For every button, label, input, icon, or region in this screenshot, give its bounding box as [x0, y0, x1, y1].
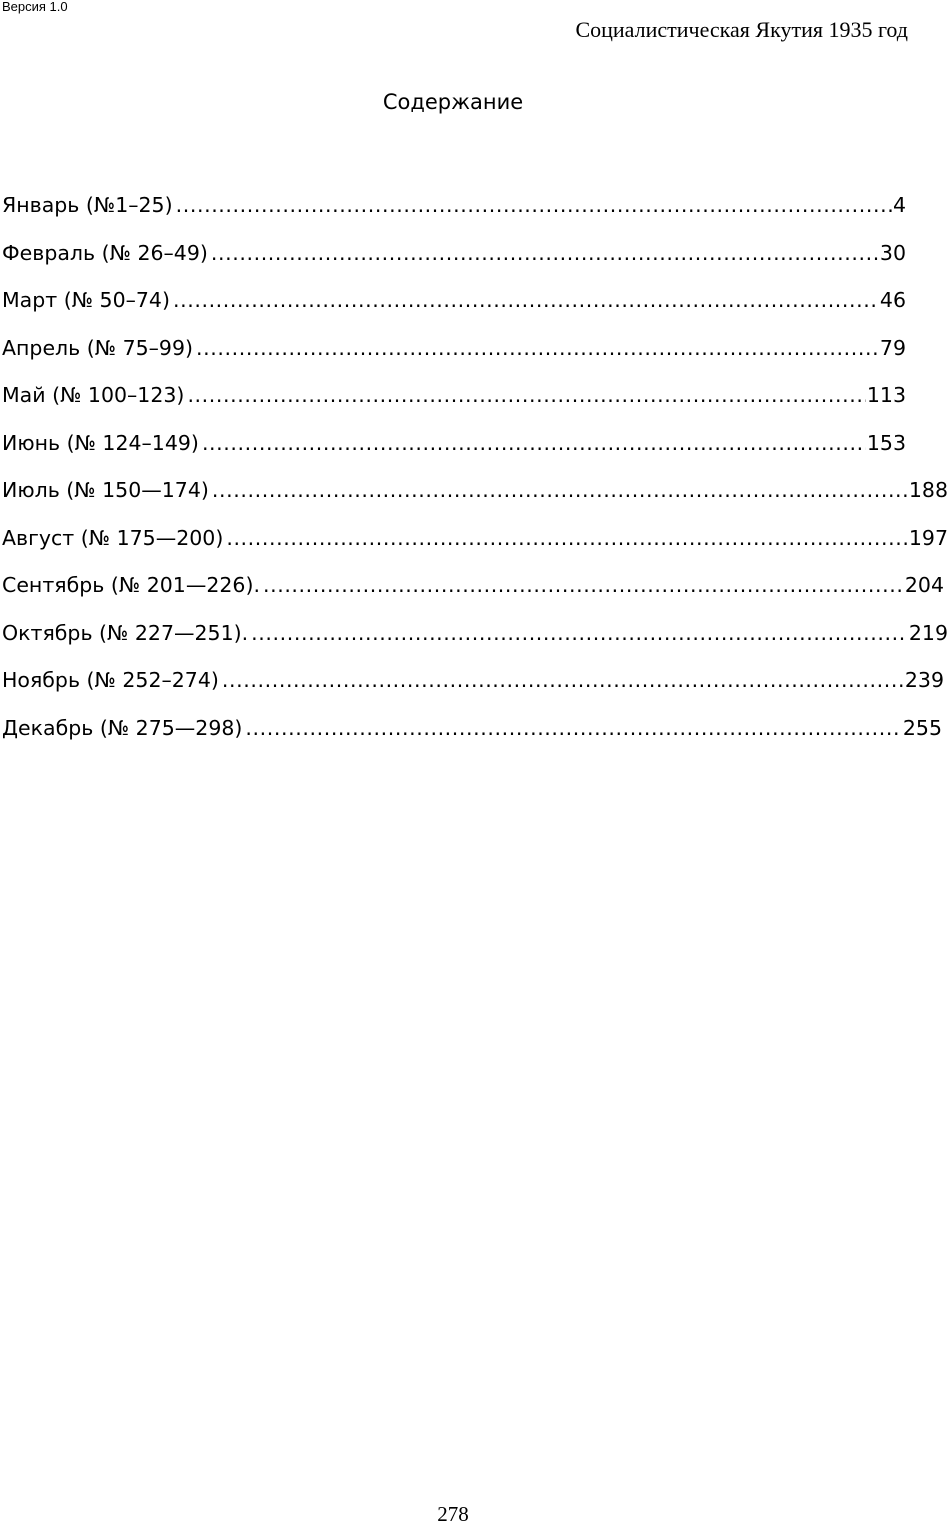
toc-entry-may[interactable]	[0, 379, 906, 427]
toc-entry-february[interactable]	[0, 237, 906, 285]
dot-leader	[222, 664, 904, 696]
dot-leader	[251, 617, 908, 649]
toc-entry-label: Май (№ 100–123)	[2, 383, 185, 407]
toc-entry-page: 188	[908, 478, 948, 502]
dot-leader	[187, 379, 865, 411]
dot-leader	[211, 237, 879, 269]
dot-leader	[245, 712, 901, 744]
toc-entry-page: 255	[902, 715, 942, 740]
dot-leader	[202, 427, 866, 459]
toc-entry-label: Март (№ 50–74)	[2, 288, 170, 312]
toc-entry-october[interactable]	[0, 617, 948, 665]
toc-entry-label: Ноябрь (№ 252–274)	[2, 668, 219, 692]
toc-entry-page: 204	[904, 573, 944, 597]
dot-leader	[263, 569, 904, 601]
page-number: 278	[437, 1502, 469, 1526]
dot-leader	[176, 189, 892, 221]
toc-entry-august[interactable]	[0, 522, 948, 570]
toc-list	[0, 189, 948, 759]
toc-entry-june[interactable]	[0, 427, 906, 475]
toc-entry-page: 4	[892, 193, 906, 217]
toc-heading: Содержание	[382, 90, 524, 114]
dot-leader	[226, 522, 908, 554]
running-header-title: Социалистическая Якутия 1935 год	[575, 17, 908, 42]
toc-entry-page: 219	[908, 620, 948, 645]
version-label: Версия 1.0	[2, 0, 68, 14]
toc-entry-label: Август (№ 175—200)	[2, 525, 224, 550]
dot-leader	[212, 474, 908, 506]
toc-entry-label: Январь (№1–25)	[2, 193, 173, 217]
toc-entry-november[interactable]	[0, 664, 944, 712]
toc-entry-label: Июль (№ 150—174)	[2, 478, 209, 502]
toc-entry-december[interactable]	[0, 712, 942, 760]
toc-entry-label: Октябрь (№ 227—251).	[2, 620, 249, 645]
toc-entry-page: 46	[879, 288, 906, 312]
toc-entry-july[interactable]	[0, 474, 948, 522]
toc-entry-page: 153	[866, 430, 906, 455]
toc-entry-page: 197	[908, 525, 948, 550]
toc-entry-page: 30	[879, 240, 906, 265]
toc-entry-label: Февраль (№ 26–49)	[2, 240, 208, 265]
dot-leader	[196, 332, 879, 364]
toc-entry-page: 113	[866, 383, 906, 407]
toc-entry-label: Апрель (№ 75–99)	[2, 335, 194, 360]
toc-entry-march[interactable]	[0, 284, 906, 332]
toc-entry-label: Июнь (№ 124–149)	[2, 430, 199, 455]
toc-entry-january[interactable]	[0, 189, 906, 237]
toc-entry-september[interactable]	[0, 569, 944, 617]
toc-entry-page: 239	[904, 668, 944, 692]
toc-entry-april[interactable]	[0, 332, 906, 380]
dot-leader	[173, 284, 879, 316]
toc-entry-label: Сентябрь (№ 201—226).	[2, 573, 260, 597]
toc-entry-label: Декабрь (№ 275—298)	[2, 715, 243, 740]
toc-entry-page: 79	[879, 335, 906, 360]
